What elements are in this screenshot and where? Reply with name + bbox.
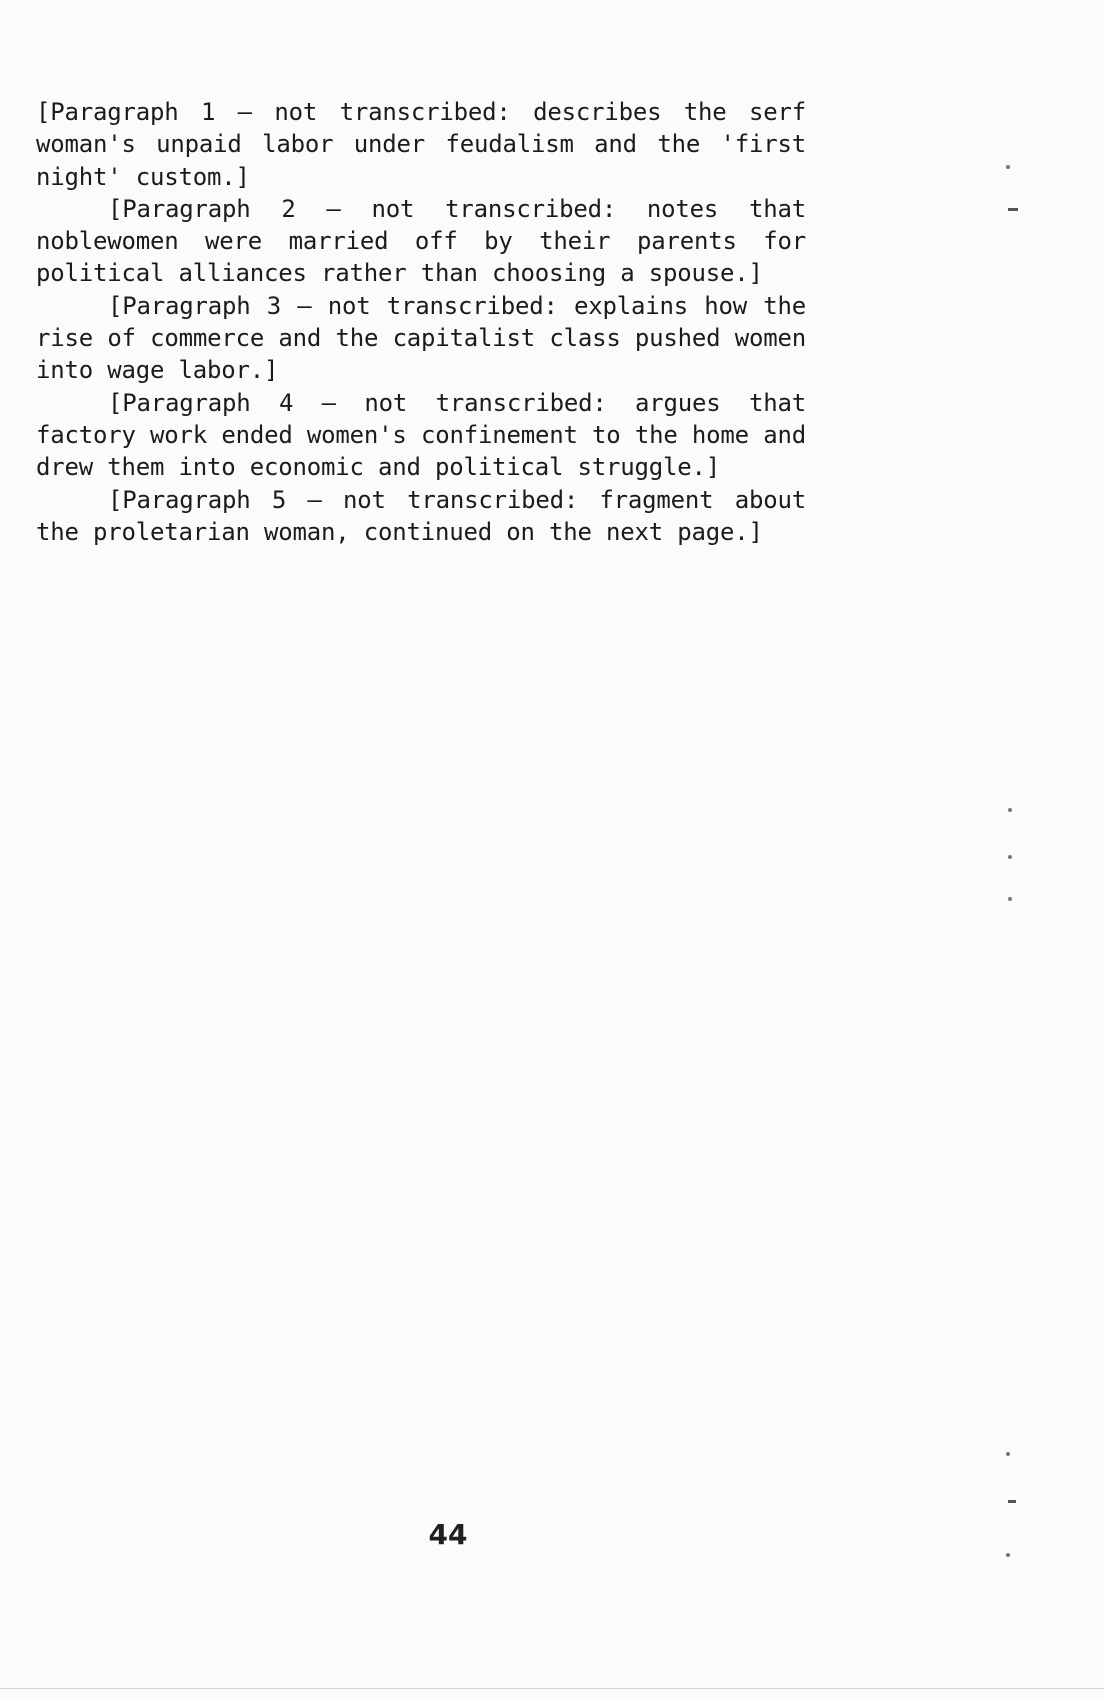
paragraph-1: [Paragraph 1 — not transcribed: describes the serf woman's unpaid labor under feudalism and the 'first night' custom.] [36,98,806,191]
margin-mark [1008,1500,1016,1503]
paragraph-2: [Paragraph 2 — not transcribed: notes that noblewomen were married off by their parents for political alliances rather than choosing a spouse.] [36,194,806,288]
scan-speck [1006,1553,1010,1557]
paragraph-3: [Paragraph 3 — not transcribed: explains how the rise of commerce and the capitalist class pushed women into wage labor.] [36,291,806,385]
scan-speck [1008,855,1012,859]
margin-mark [1008,208,1018,211]
paragraph-4: [Paragraph 4 — not transcribed: argues that factory work ended women's confinement to the home and drew them into economic and political struggle.] [36,388,806,482]
scan-speck [1008,808,1012,812]
scan-speck [1008,897,1012,901]
scan-speck [1006,165,1010,169]
page-number: 44 [428,1518,468,1551]
scan-speck [1006,1452,1010,1456]
paragraph-5: [Paragraph 5 — not transcribed: fragment about the proletarian woman, continued on the next page.] [36,485,806,546]
body-text [36,96,806,548]
page-edge-line [0,1688,1104,1689]
